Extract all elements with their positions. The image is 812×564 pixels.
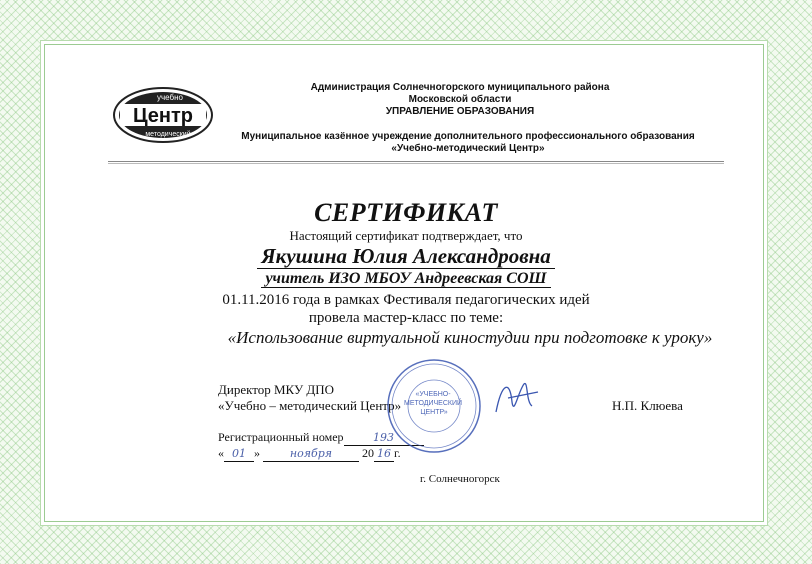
header-block bbox=[250, 82, 670, 118]
registration-label: Регистрационный номер bbox=[218, 430, 344, 444]
topic-text: «Использование виртуальной киностудии при подготовке к уроку» bbox=[227, 328, 713, 347]
institution-block bbox=[218, 131, 718, 155]
stamp-text: «УЧЕБНО- МЕТОДИЧЕСКИЙ ЦЕНТР» bbox=[403, 391, 463, 416]
header-line-3: УПРАВЛЕНИЕ ОБРАЗОВАНИЯ bbox=[385, 106, 535, 117]
city-text: г. Солнечногорск bbox=[420, 473, 500, 485]
event-line: 01.11.2016 года в рамках Фестиваля педагогических идей bbox=[222, 292, 590, 308]
date-month-field bbox=[263, 446, 359, 462]
logo-bottom-text: методический bbox=[145, 131, 191, 138]
recipient-name bbox=[0, 244, 812, 269]
logo-main-text: Центр bbox=[132, 105, 194, 127]
recipient-name-text: Якушина Юлия Александровна bbox=[257, 244, 555, 269]
date-year-end: г. bbox=[394, 446, 401, 460]
director-line-2: «Учебно – методический Центр» bbox=[218, 398, 402, 413]
header-line-5: «Учебно-методический Центр» bbox=[391, 143, 545, 154]
director-name: Н.П. Клюева bbox=[612, 398, 683, 413]
registration-date-row: « 01 » ноября 20 16 г. bbox=[218, 446, 401, 460]
header-line-1: Администрация Солнечногорского муниципального района bbox=[310, 82, 610, 93]
date-year: 16 bbox=[377, 447, 391, 460]
confirm-text: Настоящий сертификат подтверждает, что bbox=[289, 228, 523, 243]
header-line-4: Муниципальное казённое учреждение дополнительного профессионального образования bbox=[241, 131, 695, 142]
date-day-field bbox=[224, 446, 254, 462]
date-year-prefix: 20 bbox=[362, 446, 374, 460]
date-day: 01 bbox=[232, 447, 246, 460]
registration-number: 193 bbox=[373, 431, 395, 444]
official-stamp bbox=[384, 356, 484, 456]
center-logo bbox=[112, 86, 214, 144]
director-signature bbox=[488, 372, 548, 422]
header-line-2: Московской области bbox=[408, 94, 512, 105]
logo-top-text: учебно bbox=[157, 93, 183, 102]
action-line: провела мастер-класс по теме: bbox=[308, 310, 504, 326]
director-title bbox=[218, 382, 401, 414]
director-line-1: Директор МКУ ДПО bbox=[218, 382, 335, 397]
recipient-position-text: учитель ИЗО МБОУ Андреевская СОШ bbox=[261, 270, 550, 288]
date-month: ноября bbox=[289, 447, 333, 460]
recipient-position bbox=[0, 270, 812, 288]
certificate-title: СЕРТИФИКАТ bbox=[314, 198, 498, 227]
header-divider bbox=[108, 161, 724, 164]
